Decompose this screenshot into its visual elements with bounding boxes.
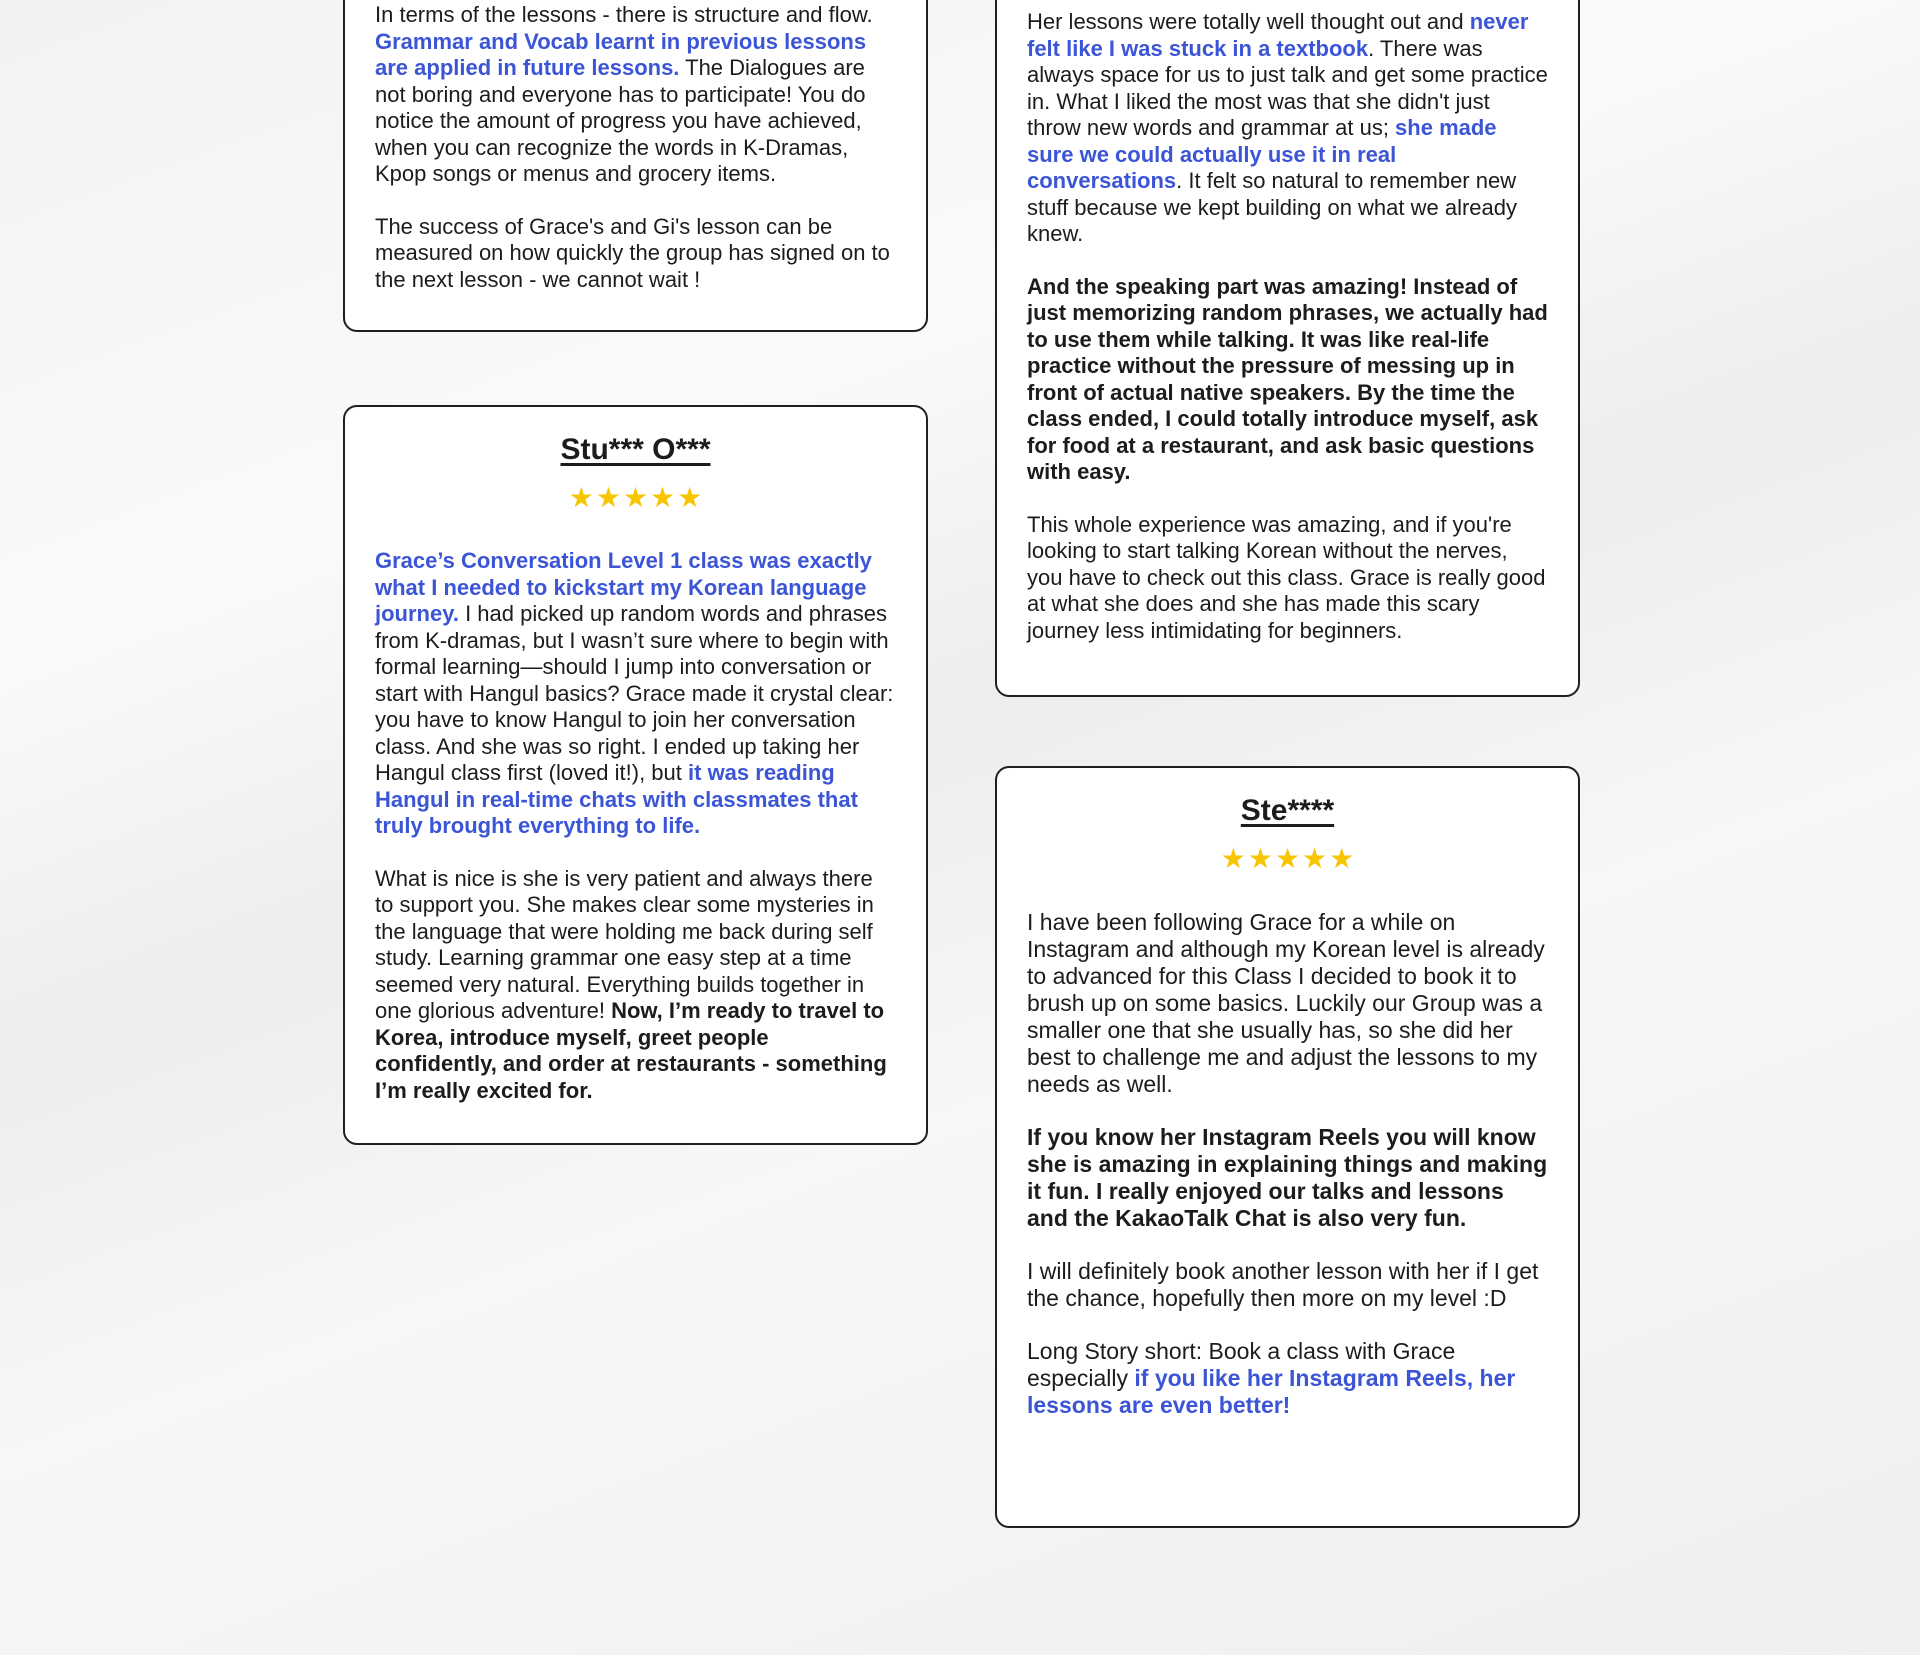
review-highlight: Grace’s Conversation Level 1 class was exactly what I needed to kickstart my Korean language journey. [375,548,872,626]
reviewer-name: Stu*** O*** [560,433,711,466]
star-icon: ★ [1220,843,1246,874]
star-icon: ★ [650,482,676,513]
review-text: . There was always space for us to just talk and get some practice in. What I liked the most was that she didn't just throw new words and grammar at us; [1027,35,1548,140]
review-paragraph [375,548,896,840]
review-text: In terms of the lessons - there is structure and flow. [375,2,873,27]
review-paragraph: I have been following Grace for a while on Instagram and although my Korean level is already to advanced for this Class I decided to book it to brush up on some basics. Luckily our Group was a smaller one that she usually has, so she did her best to challenge me and adjust the lessons to my needs as well. [1027,909,1545,1097]
star-icon: ★ [1247,843,1273,874]
review-paragraph [375,2,896,188]
review-card-stu [343,405,928,1145]
review-card-ste [995,766,1580,1528]
star-icon: ★ [1302,843,1328,874]
review-paragraph [1027,1338,1548,1419]
review-highlight: it was reading Hangul in real-time chats with classmates that truly brought everything to life. [375,760,858,838]
star-rating [1027,844,1548,879]
star-icon: ★ [1329,843,1355,874]
review-bold-text: Now, I’m ready to travel to Korea, introduce myself, greet people confidently, and order at restaurants - something I’m really excited for. [375,998,887,1103]
review-paragraph-bold: And the speaking part was amazing! Instead of just memorizing random phrases, we actually had to use them while talking. It was like real-life practice without the pressure of messing up in front of actual native speakers. By the time the class ended, I could totally introduce myself, ask for food at a restaurant, and ask basic questions with easy. [1027,273,1548,484]
review-paragraph [1027,9,1548,248]
review-card-top-left [343,0,928,332]
star-icon: ★ [622,482,649,513]
review-highlight: she made sure we could actually use it in real conversations [1027,115,1497,193]
review-text: Her lessons were totally well thought out and [1027,9,1470,34]
review-text: What is nice is she is very patient and always there to support you. She makes clear some mysteries in the language that were holding me back during self study. Learning grammar one easy step at a time seemed very natural. Everything builds together in one glorious adventure! [375,865,874,1023]
review-paragraph-bold: If you know her Instagram Reels you will know she is amazing in explaining things and making it fun. I really enjoyed our talks and lessons and the KakaoTalk Chat is also very fun. [1027,1124,1548,1231]
review-paragraph: This whole experience was amazing, and if you're looking to start talking Korean without the nerves, you have to check out this class. Grace is really good at what she does and she has made this scary journey less intimidating for beginners. [1027,511,1546,643]
review-text: Long Story short: Book a class with Grace especially [1027,1338,1456,1391]
review-text: I had picked up random words and phrases from K-dramas, but I wasn’t sure where to begin with formal learning—should I jump into conversation or start with Hangul basics? Grace made it crystal clear: you have to know Hangul to join her conversation class. And she was so right. I ended up taking her Hangul class first (loved it!), but [375,601,894,785]
review-highlight: Grammar and Vocab learnt in previous lessons are applied in future lessons. [375,28,867,80]
review-paragraph: I will definitely book another lesson with her if I get the chance, hopefully then more on my level :D [1027,1258,1539,1311]
review-card-top-right [995,0,1580,697]
review-text: The Dialogues are not boring and everyone has to participate! You do notice the amount of progress you have achieved, when you can recognize the words in K-Dramas, Kpop songs or menus and grocery items. [375,55,866,186]
review-text: . It felt so natural to remember new stuff because we kept building on what we already knew. [1027,168,1518,246]
star-rating [375,483,896,518]
review-paragraph [375,866,896,1105]
star-icon: ★ [677,482,703,513]
review-highlight: if you like her Instagram Reels, her lessons are even better! [1027,1365,1516,1418]
review-highlight: never felt like I was stuck in a textbook [1027,9,1529,61]
reviewer-name: Ste**** [1240,794,1335,827]
review-paragraph: The success of Grace's and Gi's lesson can be measured on how quickly the group has signed on to the next lesson - we cannot wait ! [375,213,890,292]
star-icon: ★ [1274,843,1301,874]
star-icon: ★ [568,482,594,513]
star-icon: ★ [595,482,621,513]
